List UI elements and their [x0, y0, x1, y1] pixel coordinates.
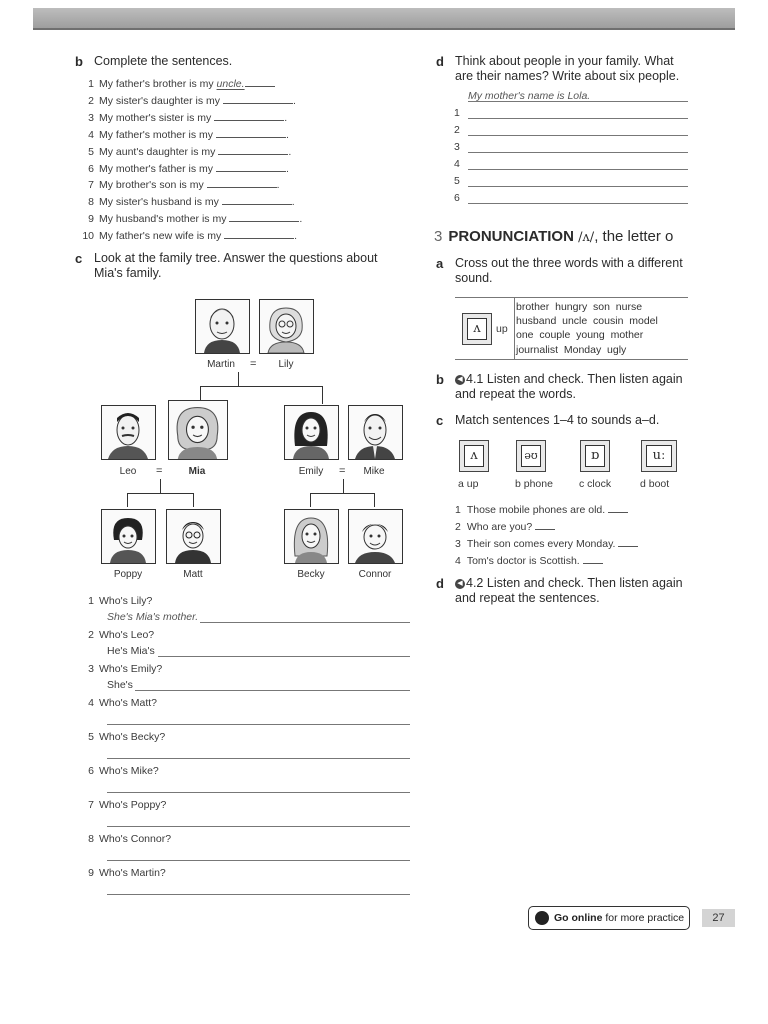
sentence-text: Their son comes every Monday.: [466, 538, 616, 550]
exercise-d-title-line2: are their names? Write about six people.: [455, 69, 680, 83]
sentence-item: [78, 211, 302, 225]
item-end: .: [292, 94, 296, 107]
tree-line: [238, 372, 240, 386]
section-number: 3: [434, 228, 443, 245]
name-becky: Becky: [297, 569, 325, 580]
online-practice-icon: [535, 911, 549, 925]
answer-line[interactable]: [468, 169, 688, 170]
answer-line[interactable]: [468, 135, 688, 136]
answer-line[interactable]: [468, 118, 688, 119]
sound-label: a up: [458, 478, 479, 490]
answer-blank[interactable]: [222, 194, 292, 205]
go-online-button[interactable]: [528, 906, 690, 930]
exercise-c-letter: c: [75, 251, 83, 266]
pron-b-line1: [455, 372, 683, 387]
item-text: My father's brother is my: [99, 78, 214, 90]
answer-blank[interactable]: [608, 502, 628, 513]
item-text: My mother's sister is my: [99, 111, 212, 124]
answer-line[interactable]: [107, 826, 410, 827]
pron-b-line2: and repeat the words.: [455, 387, 576, 401]
section-title: PRONUNCIATION: [448, 228, 574, 245]
item-text: My mother's father is my: [99, 162, 214, 175]
question-number: 4: [88, 697, 94, 709]
line-number: 4: [454, 158, 460, 170]
answer-line: [468, 101, 688, 102]
portrait-mia: [168, 400, 228, 460]
tree-line: [193, 493, 195, 507]
answer-line[interactable]: [107, 860, 410, 861]
exercise-c-title-line1: Look at the family tree. Answer the questions about: [94, 251, 378, 265]
sound-label: b phone: [515, 478, 553, 490]
name-poppy: Poppy: [113, 569, 143, 580]
pron-d-line2: and repeat the sentences.: [455, 591, 600, 605]
answer-line[interactable]: [107, 792, 410, 793]
answer-starter: He's Mia's: [107, 645, 155, 657]
item-number: 9: [88, 213, 94, 226]
sentence-text: Tom's doctor is Scottish.: [466, 555, 580, 567]
portrait-mike: [348, 405, 403, 460]
answer-blank[interactable]: [618, 536, 638, 547]
name-emily: Emily: [298, 466, 324, 477]
sentence-number: 1: [455, 504, 461, 516]
question-number: 8: [88, 833, 94, 845]
sentence-item: [455, 502, 628, 516]
item-text: My father's mother is my: [99, 128, 214, 141]
item-end: .: [284, 111, 288, 124]
portrait-poppy: [101, 509, 156, 564]
item-end: .: [285, 162, 289, 175]
answer-starter: She's: [107, 679, 133, 691]
up-sound-label: up: [496, 323, 508, 335]
pron-a-line2: sound.: [455, 271, 493, 285]
sentence-item: [78, 93, 296, 107]
item-end: .: [276, 179, 280, 192]
portrait-connor: [348, 509, 403, 564]
question-text: Who's Becky?: [99, 731, 166, 743]
pron-a-line1: Cross out the three words with a different: [455, 256, 683, 270]
sentence-text: Those mobile phones are old.: [466, 504, 606, 516]
sentence-item: [78, 177, 280, 191]
tree-line: [160, 479, 162, 493]
pronunciation-heading: [434, 228, 673, 245]
pron-d-line1: [455, 576, 683, 591]
exercise-b-title: Complete the sentences.: [94, 54, 233, 68]
item-text: My father's new wife is my: [99, 230, 222, 243]
pron-d-text: Listen and check. Then listen again: [486, 576, 683, 590]
name-mia: Mia: [188, 466, 206, 477]
question-item: [78, 629, 154, 641]
answer-blank[interactable]: [535, 519, 555, 530]
item-end: .: [285, 128, 289, 141]
item-text: My sister's husband is my: [99, 196, 219, 209]
answer-blank[interactable]: [245, 76, 275, 87]
marriage-sign-leo-mia: =: [156, 465, 163, 477]
answer-line[interactable]: [468, 203, 688, 204]
portrait-leo: [101, 405, 156, 460]
portrait-matt: [166, 509, 221, 564]
name-mike: Mike: [363, 466, 385, 477]
word-row: journalist Monday ugly: [516, 343, 627, 356]
answer-line[interactable]: [158, 656, 410, 657]
portrait-becky: [284, 509, 339, 564]
go-online-bold: Go online: [554, 912, 603, 924]
sentence-number: 4: [455, 555, 461, 567]
sentence-item: [78, 194, 295, 208]
answer-blank[interactable]: [218, 144, 288, 155]
tree-line: [310, 493, 312, 507]
table-bottom-rule: [455, 359, 688, 360]
name-matt: Matt: [183, 569, 203, 580]
audio-icon[interactable]: ◀: [455, 375, 465, 385]
name-martin: Martin: [207, 359, 235, 370]
exercise-d-example: My mother's name is Lola.: [468, 90, 591, 102]
page-number: 27: [702, 909, 735, 927]
sentence-item: [455, 553, 603, 567]
sound-label: c clock: [579, 478, 612, 490]
pron-b-text: Listen and check. Then listen again: [486, 372, 683, 386]
question-item: [78, 833, 171, 845]
table-top-rule: [455, 297, 688, 298]
pron-d-letter: d: [436, 576, 444, 591]
item-number: 2: [88, 94, 94, 107]
item-number: 1: [88, 78, 94, 90]
header-bar: [33, 8, 735, 30]
question-text: Who's Emily?: [99, 663, 163, 675]
tree-line: [322, 386, 324, 404]
sound-card: [459, 440, 489, 472]
sound-card: [641, 440, 677, 472]
sound-label: d boot: [640, 478, 670, 490]
portrait-emily: [284, 405, 339, 460]
exercise-c-title-line2: Mia's family.: [94, 266, 162, 280]
exercise-d-title-line1: Think about people in your family. What: [455, 54, 674, 68]
line-number: 2: [454, 124, 460, 136]
tree-line: [127, 493, 193, 495]
name-connor: Connor: [358, 569, 392, 580]
exercise-d-letter: d: [436, 54, 444, 69]
up-sound-symbol: ʌ: [467, 318, 487, 340]
question-text: Who's Mike?: [99, 765, 159, 777]
sound-symbol: uː: [646, 445, 672, 467]
audio-icon[interactable]: ◀: [455, 579, 465, 589]
pron-c-letter: c: [436, 413, 444, 428]
question-item: [78, 663, 162, 675]
question-text: Who's Connor?: [99, 833, 172, 845]
pron-c-title: Match sentences 1–4 to sounds a–d.: [455, 413, 660, 427]
portrait-martin: [195, 299, 250, 354]
item-text: My sister's daughter is my: [99, 94, 221, 107]
question-text: Who's Poppy?: [99, 799, 167, 811]
item-end: .: [288, 145, 292, 158]
answer-blank[interactable]: [216, 127, 286, 138]
go-online-text: [554, 907, 684, 929]
sentence-item: [78, 110, 287, 124]
sentence-item: [78, 76, 275, 90]
question-text: Who's Lily?: [99, 595, 153, 607]
question-item: [78, 765, 159, 777]
question-number: 1: [88, 595, 94, 607]
sentence-item: [78, 144, 291, 158]
sentence-number: 3: [455, 538, 461, 550]
sentence-item: [78, 228, 297, 242]
up-sound-card: [462, 313, 492, 345]
line-number: 6: [454, 192, 460, 204]
sentence-text: Who are you?: [466, 521, 533, 533]
item-end: .: [291, 196, 295, 209]
question-item: [78, 697, 157, 709]
go-online-rest: for more practice: [605, 912, 685, 924]
question-text: Who's Leo?: [99, 629, 155, 641]
sentence-item: [455, 536, 638, 550]
exercise-b-letter: b: [75, 54, 83, 69]
answer-line[interactable]: [107, 894, 410, 895]
question-number: 5: [88, 731, 94, 743]
question-number: 6: [88, 765, 94, 777]
tree-line: [127, 493, 129, 507]
item-number: 6: [88, 162, 94, 175]
tree-line: [200, 386, 322, 388]
item-number: 5: [88, 145, 94, 158]
sound-card: [580, 440, 610, 472]
marriage-sign-emily-mike: =: [339, 465, 346, 477]
line-number: 3: [454, 141, 460, 153]
question-item: [78, 799, 166, 811]
sentence-item: [78, 161, 289, 175]
answer-blank[interactable]: [216, 161, 286, 172]
question-number: 3: [88, 663, 94, 675]
question-item: [78, 867, 166, 879]
word-table: [516, 300, 688, 357]
line-number: 5: [454, 175, 460, 187]
word-row: one couple young mother: [516, 329, 644, 342]
word-row: husband uncle cousin model: [516, 315, 658, 328]
item-text: My brother's son is my: [99, 179, 204, 192]
answer-line[interactable]: [107, 758, 410, 759]
track-number: 4.1: [466, 372, 484, 386]
track-number: 4.2: [466, 576, 484, 590]
question-item: [78, 595, 152, 607]
answer-line[interactable]: [107, 724, 410, 725]
answer-line[interactable]: [468, 186, 688, 187]
word-row: brother hungry son nurse: [516, 301, 643, 313]
sound-symbol: əʊ: [521, 445, 541, 467]
question-item: [78, 731, 165, 743]
question-number: 7: [88, 799, 94, 811]
section-subtitle: , the letter o: [594, 228, 674, 245]
item-text: My aunt's daughter is my: [99, 145, 216, 158]
tree-line: [310, 493, 374, 495]
item-end: .: [299, 213, 303, 226]
item-text: My husband's mother is my: [99, 213, 227, 226]
item-number: 4: [88, 128, 94, 141]
name-lily: Lily: [278, 359, 294, 370]
answer-line[interactable]: [135, 690, 410, 691]
sound-card: [516, 440, 546, 472]
answer-blank[interactable]: [229, 211, 299, 222]
answer-line[interactable]: [468, 152, 688, 153]
answer-line[interactable]: [200, 622, 410, 623]
question-answer: She's Mia's mother.: [107, 611, 199, 623]
pron-b-letter: b: [436, 372, 444, 387]
tree-line: [343, 479, 345, 493]
tree-line: [374, 493, 376, 507]
sound-symbol: ʌ: [464, 445, 484, 467]
sound-symbol: ɒ: [585, 445, 605, 467]
answer-blank[interactable]: [214, 110, 284, 121]
pron-a-letter: a: [436, 256, 444, 271]
sentence-item: [78, 127, 289, 141]
answer-blank[interactable]: [583, 553, 603, 564]
item-number: 3: [88, 111, 94, 124]
marriage-sign-martin-lily: =: [250, 358, 257, 370]
portrait-lily: [259, 299, 314, 354]
item-number: 7: [88, 179, 94, 192]
line-number: 1: [454, 107, 460, 119]
answer-blank[interactable]: [207, 177, 277, 188]
question-number: 9: [88, 867, 94, 879]
answer-blank[interactable]: [224, 228, 294, 239]
answer-blank[interactable]: [223, 93, 293, 104]
question-text: Who's Matt?: [99, 697, 158, 709]
item-number: 8: [88, 196, 94, 209]
sentence-number: 2: [455, 521, 461, 533]
question-text: Who's Martin?: [99, 867, 166, 879]
table-divider: [514, 298, 515, 359]
phoneme-symbol: /ʌ/: [578, 230, 595, 245]
sentence-item: [455, 519, 555, 533]
item-number: 10: [82, 230, 94, 243]
name-leo: Leo: [119, 466, 137, 477]
tree-line: [200, 386, 202, 400]
question-number: 2: [88, 629, 94, 641]
item-end: .: [294, 230, 298, 243]
item-answer: uncle.: [216, 78, 245, 90]
